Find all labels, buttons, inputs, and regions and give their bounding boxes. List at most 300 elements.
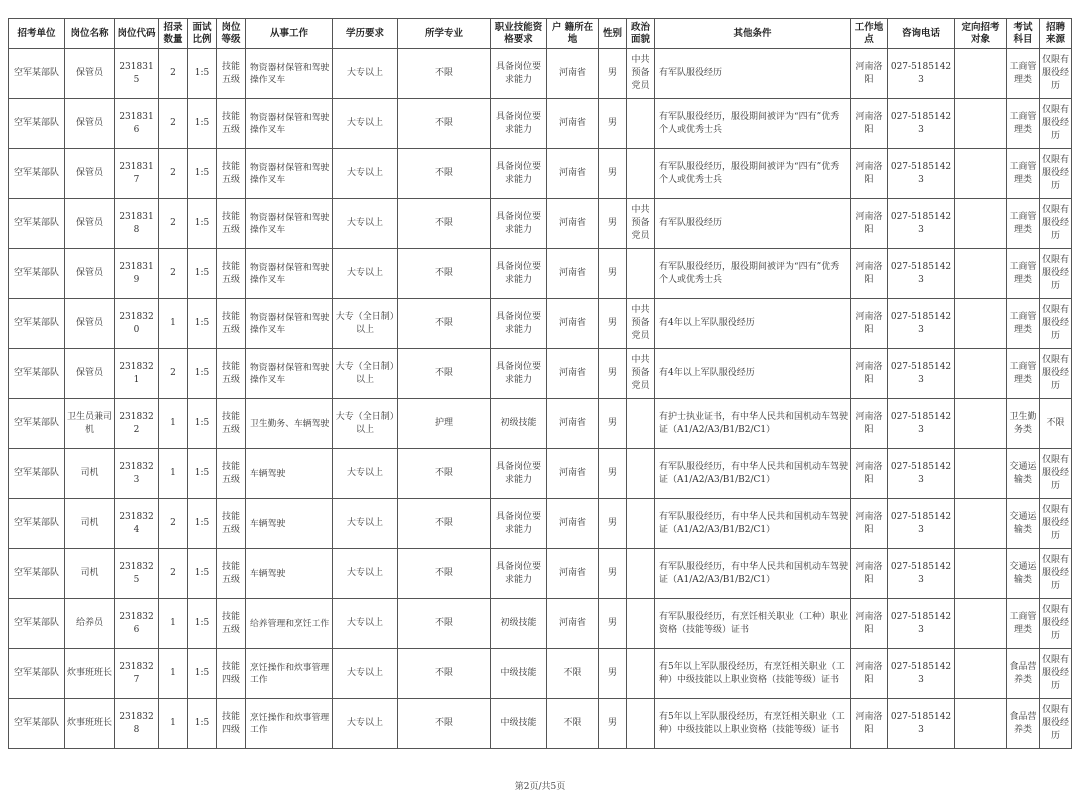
cell-major: 不限 bbox=[398, 249, 491, 299]
cell-exam-subject: 食品营养类 bbox=[1007, 649, 1040, 699]
cell-interview-ratio: 1:5 bbox=[188, 199, 217, 249]
cell-exam-subject: 工商管理类 bbox=[1007, 599, 1040, 649]
cell-education: 大专以上 bbox=[333, 499, 398, 549]
cell-phone: 027-51851423 bbox=[888, 149, 955, 199]
cell-interview-ratio: 1:5 bbox=[188, 699, 217, 749]
cell-major: 不限 bbox=[398, 299, 491, 349]
cell-exam-subject: 食品营养类 bbox=[1007, 699, 1040, 749]
cell-position-level: 技能五级 bbox=[217, 249, 246, 299]
cell-gender: 男 bbox=[599, 249, 627, 299]
cell-position-name: 保管员 bbox=[65, 349, 115, 399]
cell-position-code: 2318316 bbox=[115, 99, 159, 149]
table-row bbox=[9, 149, 1072, 199]
header-gender: 性别 bbox=[599, 19, 627, 49]
cell-gender: 男 bbox=[599, 349, 627, 399]
table-row bbox=[9, 399, 1072, 449]
cell-position-code: 2318327 bbox=[115, 649, 159, 699]
cell-phone: 027-51851423 bbox=[888, 249, 955, 299]
cell-political-status bbox=[627, 599, 655, 649]
cell-interview-ratio: 1:5 bbox=[188, 649, 217, 699]
cell-position-code: 2318318 bbox=[115, 199, 159, 249]
cell-exam-subject: 工商管理类 bbox=[1007, 149, 1040, 199]
cell-gender: 男 bbox=[599, 149, 627, 199]
cell-household-registration: 河南省 bbox=[547, 299, 599, 349]
cell-interview-ratio: 1:5 bbox=[188, 599, 217, 649]
table-row bbox=[9, 599, 1072, 649]
cell-work-location: 河南洛阳 bbox=[851, 599, 888, 649]
header-position-level: 岗位等级 bbox=[217, 19, 246, 49]
cell-major: 不限 bbox=[398, 499, 491, 549]
cell-unit: 空军某部队 bbox=[9, 299, 65, 349]
table-row bbox=[9, 199, 1072, 249]
cell-household-registration: 河南省 bbox=[547, 199, 599, 249]
cell-major: 不限 bbox=[398, 599, 491, 649]
cell-education: 大专以上 bbox=[333, 449, 398, 499]
table-row bbox=[9, 249, 1072, 299]
cell-position-code: 2318317 bbox=[115, 149, 159, 199]
cell-position-code: 2318322 bbox=[115, 399, 159, 449]
cell-gender: 男 bbox=[599, 599, 627, 649]
cell-recruitment-source: 仅限有服役经历 bbox=[1040, 49, 1072, 99]
recruitment-table bbox=[8, 18, 1072, 749]
cell-gender: 男 bbox=[599, 649, 627, 699]
cell-position-code: 2318323 bbox=[115, 449, 159, 499]
cell-education: 大专以上 bbox=[333, 149, 398, 199]
cell-exam-subject: 工商管理类 bbox=[1007, 199, 1040, 249]
cell-political-status bbox=[627, 249, 655, 299]
cell-position-name: 炊事班班长 bbox=[65, 699, 115, 749]
cell-skill-qualification: 初级技能 bbox=[491, 399, 547, 449]
cell-skill-qualification: 具备岗位要求能力 bbox=[491, 199, 547, 249]
cell-quota: 2 bbox=[159, 99, 188, 149]
cell-work-location: 河南洛阳 bbox=[851, 199, 888, 249]
cell-other-conditions: 有军队服役经历，有中华人民共和国机动车驾驶证（A1/A2/A3/B1/B2/C1） bbox=[655, 449, 851, 499]
cell-unit: 空军某部队 bbox=[9, 549, 65, 599]
cell-phone: 027-51851423 bbox=[888, 549, 955, 599]
cell-work-location: 河南洛阳 bbox=[851, 699, 888, 749]
cell-skill-qualification: 具备岗位要求能力 bbox=[491, 499, 547, 549]
cell-phone: 027-51851423 bbox=[888, 599, 955, 649]
cell-other-conditions: 有军队服役经历 bbox=[655, 199, 851, 249]
cell-household-registration: 河南省 bbox=[547, 499, 599, 549]
cell-political-status bbox=[627, 499, 655, 549]
header-work-location: 工作地点 bbox=[851, 19, 888, 49]
cell-quota: 2 bbox=[159, 249, 188, 299]
cell-position-code: 2318326 bbox=[115, 599, 159, 649]
cell-exam-subject: 交通运输类 bbox=[1007, 449, 1040, 499]
cell-education: 大专（全日制）以上 bbox=[333, 349, 398, 399]
cell-gender: 男 bbox=[599, 449, 627, 499]
cell-position-name: 保管员 bbox=[65, 99, 115, 149]
cell-political-status: 中共预备党员 bbox=[627, 49, 655, 99]
cell-gender: 男 bbox=[599, 499, 627, 549]
cell-position-level: 技能四级 bbox=[217, 699, 246, 749]
cell-skill-qualification: 具备岗位要求能力 bbox=[491, 49, 547, 99]
cell-interview-ratio: 1:5 bbox=[188, 549, 217, 599]
cell-position-name: 司机 bbox=[65, 549, 115, 599]
cell-phone: 027-51851423 bbox=[888, 199, 955, 249]
table-row bbox=[9, 699, 1072, 749]
cell-skill-qualification: 中级技能 bbox=[491, 649, 547, 699]
cell-other-conditions: 有5年以上军队服役经历，有烹饪相关职业（工种）中级技能以上职业资格（技能等级）证书 bbox=[655, 699, 851, 749]
cell-major: 不限 bbox=[398, 149, 491, 199]
cell-position-name: 保管员 bbox=[65, 249, 115, 299]
table-row bbox=[9, 299, 1072, 349]
header-exam-subject: 考试科目 bbox=[1007, 19, 1040, 49]
cell-education: 大专以上 bbox=[333, 49, 398, 99]
cell-work-location: 河南洛阳 bbox=[851, 99, 888, 149]
cell-targeted-candidates bbox=[955, 249, 1007, 299]
cell-other-conditions: 有军队服役经历 bbox=[655, 49, 851, 99]
cell-quota: 2 bbox=[159, 549, 188, 599]
cell-recruitment-source: 仅限有服役经历 bbox=[1040, 499, 1072, 549]
cell-work-duties: 物资器材保管和驾驶操作叉车 bbox=[246, 49, 333, 99]
cell-major: 不限 bbox=[398, 49, 491, 99]
cell-education: 大专以上 bbox=[333, 599, 398, 649]
cell-position-code: 2318320 bbox=[115, 299, 159, 349]
cell-education: 大专以上 bbox=[333, 549, 398, 599]
cell-quota: 1 bbox=[159, 299, 188, 349]
cell-position-level: 技能五级 bbox=[217, 49, 246, 99]
cell-skill-qualification: 中级技能 bbox=[491, 699, 547, 749]
cell-targeted-candidates bbox=[955, 699, 1007, 749]
cell-work-duties: 车辆驾驶 bbox=[246, 449, 333, 499]
cell-other-conditions: 有4年以上军队服役经历 bbox=[655, 349, 851, 399]
cell-gender: 男 bbox=[599, 199, 627, 249]
cell-interview-ratio: 1:5 bbox=[188, 449, 217, 499]
cell-education: 大专以上 bbox=[333, 249, 398, 299]
cell-position-level: 技能五级 bbox=[217, 149, 246, 199]
cell-recruitment-source: 不限 bbox=[1040, 399, 1072, 449]
cell-position-code: 2318324 bbox=[115, 499, 159, 549]
cell-gender: 男 bbox=[599, 99, 627, 149]
cell-work-duties: 烹饪操作和炊事管理工作 bbox=[246, 699, 333, 749]
cell-major: 不限 bbox=[398, 549, 491, 599]
cell-work-duties: 烹饪操作和炊事管理工作 bbox=[246, 649, 333, 699]
cell-work-location: 河南洛阳 bbox=[851, 649, 888, 699]
cell-recruitment-source: 仅限有服役经历 bbox=[1040, 99, 1072, 149]
cell-work-duties: 物资器材保管和驾驶操作叉车 bbox=[246, 249, 333, 299]
cell-political-status: 中共预备党员 bbox=[627, 299, 655, 349]
cell-household-registration: 河南省 bbox=[547, 449, 599, 499]
cell-unit: 空军某部队 bbox=[9, 649, 65, 699]
cell-position-level: 技能五级 bbox=[217, 399, 246, 449]
cell-recruitment-source: 仅限有服役经历 bbox=[1040, 349, 1072, 399]
cell-position-name: 保管员 bbox=[65, 199, 115, 249]
cell-political-status bbox=[627, 149, 655, 199]
cell-unit: 空军某部队 bbox=[9, 399, 65, 449]
cell-position-name: 保管员 bbox=[65, 299, 115, 349]
cell-interview-ratio: 1:5 bbox=[188, 249, 217, 299]
header-work-duties: 从事工作 bbox=[246, 19, 333, 49]
cell-quota: 1 bbox=[159, 649, 188, 699]
cell-education: 大专以上 bbox=[333, 99, 398, 149]
cell-work-location: 河南洛阳 bbox=[851, 49, 888, 99]
cell-skill-qualification: 具备岗位要求能力 bbox=[491, 549, 547, 599]
cell-phone: 027-51851423 bbox=[888, 49, 955, 99]
cell-work-duties: 物资器材保管和驾驶操作叉车 bbox=[246, 349, 333, 399]
cell-exam-subject: 工商管理类 bbox=[1007, 349, 1040, 399]
cell-unit: 空军某部队 bbox=[9, 499, 65, 549]
cell-work-duties: 车辆驾驶 bbox=[246, 549, 333, 599]
cell-unit: 空军某部队 bbox=[9, 449, 65, 499]
cell-unit: 空军某部队 bbox=[9, 49, 65, 99]
cell-political-status bbox=[627, 399, 655, 449]
cell-phone: 027-51851423 bbox=[888, 449, 955, 499]
cell-recruitment-source: 仅限有服役经历 bbox=[1040, 449, 1072, 499]
cell-interview-ratio: 1:5 bbox=[188, 299, 217, 349]
cell-work-duties: 物资器材保管和驾驶操作叉车 bbox=[246, 199, 333, 249]
cell-household-registration: 河南省 bbox=[547, 99, 599, 149]
cell-skill-qualification: 具备岗位要求能力 bbox=[491, 299, 547, 349]
cell-position-code: 2318319 bbox=[115, 249, 159, 299]
cell-exam-subject: 交通运输类 bbox=[1007, 549, 1040, 599]
cell-other-conditions: 有护士执业证书，有中华人民共和国机动车驾驶证（A1/A2/A3/B1/B2/C1） bbox=[655, 399, 851, 449]
cell-quota: 1 bbox=[159, 699, 188, 749]
cell-gender: 男 bbox=[599, 699, 627, 749]
cell-household-registration: 河南省 bbox=[547, 249, 599, 299]
cell-work-duties: 卫生勤务、车辆驾驶 bbox=[246, 399, 333, 449]
cell-other-conditions: 有军队服役经历，服役期间被评为“四有”优秀个人或优秀士兵 bbox=[655, 99, 851, 149]
cell-work-location: 河南洛阳 bbox=[851, 399, 888, 449]
cell-phone: 027-51851423 bbox=[888, 499, 955, 549]
table-row bbox=[9, 449, 1072, 499]
cell-education: 大专以上 bbox=[333, 199, 398, 249]
cell-targeted-candidates bbox=[955, 349, 1007, 399]
cell-other-conditions: 有军队服役经历，有中华人民共和国机动车驾驶证（A1/A2/A3/B1/B2/C1） bbox=[655, 549, 851, 599]
cell-recruitment-source: 仅限有服役经历 bbox=[1040, 299, 1072, 349]
header-position-name: 岗位名称 bbox=[65, 19, 115, 49]
cell-quota: 1 bbox=[159, 599, 188, 649]
cell-position-level: 技能五级 bbox=[217, 299, 246, 349]
cell-political-status bbox=[627, 649, 655, 699]
cell-interview-ratio: 1:5 bbox=[188, 499, 217, 549]
cell-interview-ratio: 1:5 bbox=[188, 149, 217, 199]
cell-unit: 空军某部队 bbox=[9, 99, 65, 149]
cell-gender: 男 bbox=[599, 299, 627, 349]
cell-political-status bbox=[627, 699, 655, 749]
cell-household-registration: 河南省 bbox=[547, 149, 599, 199]
cell-other-conditions: 有4年以上军队服役经历 bbox=[655, 299, 851, 349]
header-political-status: 政治面貌 bbox=[627, 19, 655, 49]
table-body bbox=[9, 49, 1072, 749]
cell-exam-subject: 交通运输类 bbox=[1007, 499, 1040, 549]
cell-position-name: 司机 bbox=[65, 449, 115, 499]
cell-targeted-candidates bbox=[955, 599, 1007, 649]
cell-other-conditions: 有军队服役经历，有中华人民共和国机动车驾驶证（A1/A2/A3/B1/B2/C1） bbox=[655, 499, 851, 549]
header-household-registration: 户 籍所在地 bbox=[547, 19, 599, 49]
cell-exam-subject: 工商管理类 bbox=[1007, 49, 1040, 99]
cell-political-status bbox=[627, 99, 655, 149]
cell-recruitment-source: 仅限有服役经历 bbox=[1040, 699, 1072, 749]
cell-political-status: 中共预备党员 bbox=[627, 199, 655, 249]
cell-targeted-candidates bbox=[955, 149, 1007, 199]
cell-phone: 027-51851423 bbox=[888, 699, 955, 749]
cell-position-level: 技能五级 bbox=[217, 499, 246, 549]
cell-education: 大专以上 bbox=[333, 649, 398, 699]
cell-quota: 2 bbox=[159, 199, 188, 249]
cell-position-level: 技能五级 bbox=[217, 599, 246, 649]
cell-targeted-candidates bbox=[955, 449, 1007, 499]
cell-political-status bbox=[627, 449, 655, 499]
header-major: 所学专业 bbox=[398, 19, 491, 49]
cell-recruitment-source: 仅限有服役经历 bbox=[1040, 649, 1072, 699]
cell-other-conditions: 有5年以上军队服役经历，有烹饪相关职业（工种）中级技能以上职业资格（技能等级）证书 bbox=[655, 649, 851, 699]
cell-household-registration: 河南省 bbox=[547, 349, 599, 399]
cell-targeted-candidates bbox=[955, 199, 1007, 249]
cell-skill-qualification: 具备岗位要求能力 bbox=[491, 149, 547, 199]
cell-targeted-candidates bbox=[955, 549, 1007, 599]
cell-major: 不限 bbox=[398, 649, 491, 699]
cell-major: 不限 bbox=[398, 699, 491, 749]
cell-household-registration: 河南省 bbox=[547, 599, 599, 649]
cell-unit: 空军某部队 bbox=[9, 149, 65, 199]
header-interview-ratio: 面试比例 bbox=[188, 19, 217, 49]
cell-major: 不限 bbox=[398, 199, 491, 249]
cell-gender: 男 bbox=[599, 549, 627, 599]
cell-position-level: 技能五级 bbox=[217, 449, 246, 499]
cell-work-location: 河南洛阳 bbox=[851, 349, 888, 399]
cell-quota: 2 bbox=[159, 149, 188, 199]
cell-phone: 027-51851423 bbox=[888, 349, 955, 399]
header-other-conditions: 其他条件 bbox=[655, 19, 851, 49]
cell-recruitment-source: 仅限有服役经历 bbox=[1040, 599, 1072, 649]
page-number: 第2页/共5页 bbox=[514, 782, 566, 792]
cell-quota: 2 bbox=[159, 499, 188, 549]
header-targeted-candidates: 定向招考对象 bbox=[955, 19, 1007, 49]
cell-major: 护理 bbox=[398, 399, 491, 449]
cell-quota: 2 bbox=[159, 49, 188, 99]
cell-work-duties: 车辆驾驶 bbox=[246, 499, 333, 549]
cell-interview-ratio: 1:5 bbox=[188, 349, 217, 399]
cell-position-name: 保管员 bbox=[65, 149, 115, 199]
cell-targeted-candidates bbox=[955, 99, 1007, 149]
cell-interview-ratio: 1:5 bbox=[188, 399, 217, 449]
cell-position-code: 2318315 bbox=[115, 49, 159, 99]
table-row bbox=[9, 99, 1072, 149]
cell-household-registration: 河南省 bbox=[547, 549, 599, 599]
header-skill-qualification: 职业技能资格要求 bbox=[491, 19, 547, 49]
cell-education: 大专（全日制）以上 bbox=[333, 399, 398, 449]
cell-position-level: 技能五级 bbox=[217, 199, 246, 249]
cell-recruitment-source: 仅限有服役经历 bbox=[1040, 149, 1072, 199]
cell-interview-ratio: 1:5 bbox=[188, 49, 217, 99]
cell-position-code: 2318325 bbox=[115, 549, 159, 599]
cell-work-duties: 给养管理和烹饪工作 bbox=[246, 599, 333, 649]
header-phone: 咨询电话 bbox=[888, 19, 955, 49]
cell-other-conditions: 有军队服役经历，服役期间被评为“四有”优秀个人或优秀士兵 bbox=[655, 149, 851, 199]
cell-skill-qualification: 具备岗位要求能力 bbox=[491, 449, 547, 499]
cell-skill-qualification: 初级技能 bbox=[491, 599, 547, 649]
cell-work-duties: 物资器材保管和驾驶操作叉车 bbox=[246, 299, 333, 349]
cell-unit: 空军某部队 bbox=[9, 199, 65, 249]
cell-phone: 027-51851423 bbox=[888, 649, 955, 699]
header-position-code: 岗位代码 bbox=[115, 19, 159, 49]
cell-recruitment-source: 仅限有服役经历 bbox=[1040, 199, 1072, 249]
cell-education: 大专（全日制）以上 bbox=[333, 299, 398, 349]
cell-phone: 027-51851423 bbox=[888, 299, 955, 349]
cell-quota: 1 bbox=[159, 399, 188, 449]
cell-major: 不限 bbox=[398, 449, 491, 499]
cell-work-location: 河南洛阳 bbox=[851, 549, 888, 599]
cell-targeted-candidates bbox=[955, 49, 1007, 99]
cell-unit: 空军某部队 bbox=[9, 249, 65, 299]
table-row bbox=[9, 499, 1072, 549]
cell-household-registration: 河南省 bbox=[547, 49, 599, 99]
cell-skill-qualification: 具备岗位要求能力 bbox=[491, 249, 547, 299]
cell-work-location: 河南洛阳 bbox=[851, 449, 888, 499]
cell-position-level: 技能五级 bbox=[217, 349, 246, 399]
cell-unit: 空军某部队 bbox=[9, 699, 65, 749]
header-unit: 招考单位 bbox=[9, 19, 65, 49]
cell-position-name: 炊事班班长 bbox=[65, 649, 115, 699]
cell-skill-qualification: 具备岗位要求能力 bbox=[491, 99, 547, 149]
cell-household-registration: 不限 bbox=[547, 699, 599, 749]
header-recruitment-source: 招聘来源 bbox=[1040, 19, 1072, 49]
cell-unit: 空军某部队 bbox=[9, 349, 65, 399]
cell-position-name: 给养员 bbox=[65, 599, 115, 649]
cell-position-code: 2318328 bbox=[115, 699, 159, 749]
table-row bbox=[9, 649, 1072, 699]
cell-targeted-candidates bbox=[955, 299, 1007, 349]
table-row bbox=[9, 549, 1072, 599]
cell-political-status: 中共预备党员 bbox=[627, 349, 655, 399]
cell-work-location: 河南洛阳 bbox=[851, 249, 888, 299]
cell-unit: 空军某部队 bbox=[9, 599, 65, 649]
table-row bbox=[9, 49, 1072, 99]
cell-quota: 1 bbox=[159, 449, 188, 499]
recruitment-table-container bbox=[8, 18, 1071, 749]
cell-position-level: 技能五级 bbox=[217, 549, 246, 599]
cell-position-name: 司机 bbox=[65, 499, 115, 549]
table-row bbox=[9, 349, 1072, 399]
table-header-row bbox=[9, 19, 1072, 49]
cell-targeted-candidates bbox=[955, 499, 1007, 549]
cell-household-registration: 不限 bbox=[547, 649, 599, 699]
cell-major: 不限 bbox=[398, 99, 491, 149]
cell-skill-qualification: 具备岗位要求能力 bbox=[491, 349, 547, 399]
cell-position-name: 卫生员兼司机 bbox=[65, 399, 115, 449]
cell-work-location: 河南洛阳 bbox=[851, 499, 888, 549]
cell-work-duties: 物资器材保管和驾驶操作叉车 bbox=[246, 99, 333, 149]
cell-political-status bbox=[627, 549, 655, 599]
cell-household-registration: 河南省 bbox=[547, 399, 599, 449]
cell-gender: 男 bbox=[599, 49, 627, 99]
cell-major: 不限 bbox=[398, 349, 491, 399]
cell-interview-ratio: 1:5 bbox=[188, 99, 217, 149]
cell-position-level: 技能四级 bbox=[217, 649, 246, 699]
cell-position-code: 2318321 bbox=[115, 349, 159, 399]
cell-targeted-candidates bbox=[955, 649, 1007, 699]
cell-exam-subject: 卫生勤务类 bbox=[1007, 399, 1040, 449]
cell-recruitment-source: 仅限有服役经历 bbox=[1040, 549, 1072, 599]
header-education: 学历要求 bbox=[333, 19, 398, 49]
cell-position-name: 保管员 bbox=[65, 49, 115, 99]
cell-phone: 027-51851423 bbox=[888, 399, 955, 449]
cell-work-location: 河南洛阳 bbox=[851, 299, 888, 349]
cell-other-conditions: 有军队服役经历，有烹饪相关职业（工种）职业资格（技能等级）证书 bbox=[655, 599, 851, 649]
cell-exam-subject: 工商管理类 bbox=[1007, 299, 1040, 349]
cell-targeted-candidates bbox=[955, 399, 1007, 449]
cell-exam-subject: 工商管理类 bbox=[1007, 99, 1040, 149]
cell-work-duties: 物资器材保管和驾驶操作叉车 bbox=[246, 149, 333, 199]
header-quota: 招录数量 bbox=[159, 19, 188, 49]
cell-exam-subject: 工商管理类 bbox=[1007, 249, 1040, 299]
cell-position-level: 技能五级 bbox=[217, 99, 246, 149]
cell-gender: 男 bbox=[599, 399, 627, 449]
cell-recruitment-source: 仅限有服役经历 bbox=[1040, 249, 1072, 299]
cell-quota: 2 bbox=[159, 349, 188, 399]
